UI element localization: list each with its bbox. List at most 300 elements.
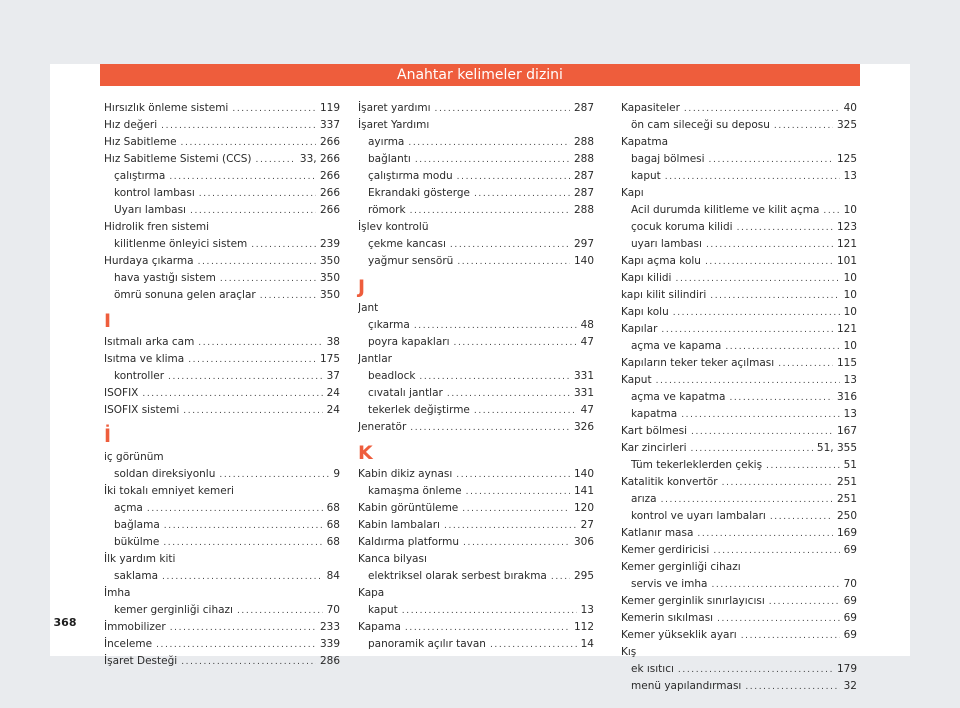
index-entry (621, 270, 857, 287)
index-subentry (621, 168, 857, 185)
entry-label: açma (114, 502, 143, 514)
entry-page-number: 121 (836, 323, 857, 335)
entry-page-number: 288 (573, 153, 594, 165)
entry-page-number: 24 (326, 404, 340, 416)
index-entry (621, 304, 857, 321)
entry-label: Kapa (358, 587, 385, 599)
entry-label: İşlev kontrolü (358, 221, 429, 233)
index-subentry (104, 534, 340, 551)
entry-label: İşaret Yardımı (358, 119, 430, 131)
entry-page-number: 325 (836, 119, 857, 131)
dot-leader (711, 577, 839, 593)
entry-label: İnceleme (104, 638, 153, 650)
dot-leader (823, 203, 839, 219)
entry-label: Kapatma (621, 136, 669, 148)
entry-page-number: 141 (573, 485, 594, 497)
index-entry (621, 644, 857, 661)
entry-page-number: 167 (836, 425, 857, 437)
entry-page-number: 101 (836, 255, 857, 267)
entry-page-number: 120 (573, 502, 594, 514)
index-entry (104, 483, 340, 500)
entry-page-number: 286 (319, 655, 340, 667)
entry-page-number: 175 (319, 353, 340, 365)
entry-label: Kapı kolu (621, 306, 669, 318)
index-subentry (104, 500, 340, 517)
index-subentry (358, 168, 594, 185)
entry-label: Kapasiteler (621, 102, 680, 114)
entry-label: Kaldırma platformu (358, 536, 460, 548)
dot-leader (181, 135, 316, 151)
entry-label: panoramik açılır tavan (368, 638, 486, 650)
index-entry (104, 134, 340, 151)
entry-label: Katlanır masa (621, 527, 694, 539)
entry-label: hava yastığı sistem (114, 272, 216, 284)
index-entry (358, 419, 594, 436)
entry-page-number: 69 (843, 612, 857, 624)
section-letter: J (358, 276, 366, 298)
entry-label: İşaret Desteği (104, 655, 178, 667)
dot-leader (466, 484, 570, 500)
index-entry (358, 219, 594, 236)
page-number: 368 (53, 616, 77, 629)
dot-leader (142, 386, 322, 402)
entry-page-number: 13 (843, 170, 857, 182)
entry-page-number: 250 (836, 510, 857, 522)
dot-leader (450, 237, 570, 253)
dot-leader (770, 509, 833, 525)
entry-page-number: 287 (573, 102, 594, 114)
entry-label: cıvatalı jantlar (368, 387, 443, 399)
index-entry (358, 585, 594, 602)
dot-leader (190, 203, 316, 219)
entry-label: iç görünüm (104, 451, 164, 463)
entry-page-number: 288 (573, 204, 594, 216)
index-subentry (621, 202, 857, 219)
entry-page-number: 288 (573, 136, 594, 148)
entry-page-number: 24 (326, 387, 340, 399)
index-subentry (358, 317, 594, 334)
index-subentry (104, 270, 340, 287)
entry-page-number: 10 (843, 272, 857, 284)
entry-page-number: 38 (326, 336, 340, 348)
entry-page-number: 9 (333, 468, 340, 480)
index-entry (358, 551, 594, 568)
dot-leader (705, 254, 833, 270)
entry-page-number: 47 (580, 336, 594, 348)
entry-label: kapatma (631, 408, 678, 420)
entry-label: kaput (631, 170, 661, 182)
dot-leader (410, 420, 570, 436)
index-subentry (358, 402, 594, 419)
entry-label: Kapı (621, 187, 644, 199)
index-subentry (358, 602, 594, 619)
entry-label: Hurdaya çıkarma (104, 255, 194, 267)
index-entry (104, 219, 340, 236)
dot-leader (678, 662, 833, 678)
entry-page-number: 350 (319, 255, 340, 267)
dot-leader (722, 475, 833, 491)
entry-page-number: 112 (573, 621, 594, 633)
entry-label: ISOFIX sistemi (104, 404, 180, 416)
entry-page-number: 33, 266 (299, 153, 340, 165)
index-entry (358, 517, 594, 534)
dot-leader (414, 318, 577, 334)
index-title-bar (100, 64, 860, 86)
index-subentry (358, 202, 594, 219)
dot-leader (717, 611, 840, 627)
dot-leader (156, 637, 316, 653)
entry-page-number: 266 (319, 136, 340, 148)
index-entry (358, 500, 594, 517)
entry-label: Uyarı lambası (114, 204, 186, 216)
entry-page-number: 306 (573, 536, 594, 548)
entry-label: yağmur sensörü (368, 255, 454, 267)
entry-page-number: 69 (843, 595, 857, 607)
dot-leader (697, 526, 833, 542)
index-subentry (104, 568, 340, 585)
entry-page-number: 316 (836, 391, 857, 403)
index-subentry (358, 134, 594, 151)
entry-label: menü yapılandırması (631, 680, 742, 692)
dot-leader (673, 305, 840, 321)
entry-page-number: 68 (326, 502, 340, 514)
entry-page-number: 32 (843, 680, 857, 692)
entry-label: Kabin dikiz aynası (358, 468, 453, 480)
dot-leader (232, 101, 316, 117)
entry-page-number: 13 (580, 604, 594, 616)
entry-page-number: 125 (836, 153, 857, 165)
entry-label: kamaşma önleme (368, 485, 462, 497)
entry-page-number: 326 (573, 421, 594, 433)
entry-label: saklama (114, 570, 158, 582)
index-entry (621, 287, 857, 304)
dot-leader (147, 501, 323, 517)
index-subentry (104, 202, 340, 219)
entry-label: beadlock (368, 370, 416, 382)
index-entry (104, 351, 340, 368)
dot-leader (188, 352, 316, 368)
dot-leader (474, 403, 577, 419)
entry-page-number: 251 (836, 476, 857, 488)
entry-page-number: 266 (319, 204, 340, 216)
entry-label: kapı kilit silindiri (621, 289, 707, 301)
dot-leader (675, 271, 839, 287)
index-subentry (104, 236, 340, 253)
entry-label: Kemer gerginliği cihazı (621, 561, 741, 573)
entry-label: Kar zincirleri (621, 442, 687, 454)
dot-leader (774, 118, 833, 134)
index-subentry (621, 576, 857, 593)
entry-page-number: 13 (843, 374, 857, 386)
entry-label: Kemer yükseklik ayarı (621, 629, 737, 641)
entry-page-number: 287 (573, 187, 594, 199)
index-entry (104, 636, 340, 653)
entry-page-number: 140 (573, 468, 594, 480)
entry-label: Kemerin sıkılması (621, 612, 714, 624)
entry-label: İşaret yardımı (358, 102, 431, 114)
index-entry (104, 619, 340, 636)
index-entry (104, 402, 340, 419)
entry-label: Hız Sabitleme (104, 136, 177, 148)
index-entry (621, 559, 857, 576)
dot-leader (260, 288, 316, 304)
entry-page-number: 10 (843, 306, 857, 318)
dot-leader (661, 322, 833, 338)
entry-label: ISOFIX (104, 387, 139, 399)
dot-leader (661, 492, 833, 508)
entry-label: bağlantı (368, 153, 411, 165)
entry-label: Kapı kilidi (621, 272, 672, 284)
index-entry (358, 534, 594, 551)
dot-leader (220, 271, 316, 287)
index-subentry (358, 185, 594, 202)
index-subentry (621, 389, 857, 406)
entry-page-number: 287 (573, 170, 594, 182)
index-entry (621, 474, 857, 491)
index-subentry (621, 491, 857, 508)
entry-page-number: 233 (319, 621, 340, 633)
index-entry (358, 466, 594, 483)
dot-leader (462, 501, 570, 517)
entry-label: ek ısıtıcı (631, 663, 674, 675)
entry-page-number: 70 (326, 604, 340, 616)
entry-label: İki tokalı emniyet kemeri (104, 485, 234, 497)
dot-leader (408, 135, 570, 151)
dot-leader (706, 237, 833, 253)
entry-page-number: 69 (843, 544, 857, 556)
entry-page-number: 266 (319, 187, 340, 199)
dot-leader (402, 603, 577, 619)
dot-leader (745, 679, 839, 695)
dot-leader (737, 220, 833, 236)
index-subentry (358, 236, 594, 253)
section-letter: I (104, 310, 112, 332)
entry-page-number: 350 (319, 272, 340, 284)
dot-leader (251, 237, 316, 253)
dot-leader (183, 403, 322, 419)
index-entry (621, 440, 857, 457)
dot-leader (410, 203, 570, 219)
dot-leader (551, 569, 570, 585)
entry-label: Kapılar (621, 323, 658, 335)
index-entry (621, 627, 857, 644)
index-entry (621, 525, 857, 542)
entry-label: Tüm tekerleklerden çekiş (631, 459, 763, 471)
index-subentry (104, 466, 340, 483)
entry-label: kontrol ve uyarı lambaları (631, 510, 766, 522)
index-entry (358, 619, 594, 636)
index-subentry (358, 151, 594, 168)
index-entry (621, 372, 857, 389)
index-subentry (621, 219, 857, 236)
dot-leader (168, 369, 323, 385)
dot-leader (741, 628, 840, 644)
entry-label: servis ve imha (631, 578, 708, 590)
dot-leader (405, 620, 570, 636)
index-entry (104, 334, 340, 351)
dot-leader (163, 535, 322, 551)
entry-label: Kaput (621, 374, 652, 386)
dot-leader (444, 518, 577, 534)
entry-page-number: 27 (580, 519, 594, 531)
entry-page-number: 140 (573, 255, 594, 267)
entry-page-number: 84 (326, 570, 340, 582)
entry-label: Isıtma ve klima (104, 353, 185, 365)
dot-leader (199, 186, 316, 202)
entry-page-number: 69 (843, 629, 857, 641)
dot-leader (198, 254, 316, 270)
dot-leader (419, 369, 570, 385)
entry-label: tekerlek değiştirme (368, 404, 470, 416)
entry-label: İmmobilizer (104, 621, 166, 633)
index-entry (621, 355, 857, 372)
entry-page-number: 339 (319, 638, 340, 650)
entry-page-number: 37 (326, 370, 340, 382)
entry-page-number: 10 (843, 340, 857, 352)
entry-label: çıkarma (368, 319, 410, 331)
entry-label: Kemer gerdiricisi (621, 544, 710, 556)
entry-page-number: 179 (836, 663, 857, 675)
entry-page-number: 295 (573, 570, 594, 582)
entry-label: İmha (104, 587, 131, 599)
dot-leader (162, 569, 323, 585)
dot-leader (474, 186, 570, 202)
entry-page-number: 331 (573, 370, 594, 382)
dot-leader (725, 339, 839, 355)
index-entry (621, 610, 857, 627)
entry-page-number: 48 (580, 319, 594, 331)
entry-label: ayırma (368, 136, 405, 148)
entry-label: Kart bölmesi (621, 425, 687, 437)
dot-leader (170, 620, 316, 636)
dot-leader (769, 594, 840, 610)
entry-label: Jant (358, 302, 379, 314)
index-entry (104, 585, 340, 602)
index-entry (358, 351, 594, 368)
entry-label: Kapama (358, 621, 401, 633)
dot-leader (415, 152, 570, 168)
index-entry (621, 423, 857, 440)
dot-leader (169, 169, 316, 185)
entry-page-number: 68 (326, 536, 340, 548)
dot-leader (435, 101, 570, 117)
entry-label: arıza (631, 493, 657, 505)
index-subentry (104, 368, 340, 385)
index-subentry (104, 185, 340, 202)
entry-label: Acil durumda kilitleme ve kilit açma (631, 204, 820, 216)
index-entry (104, 100, 340, 117)
entry-label: soldan direksiyonlu (114, 468, 216, 480)
entry-page-number: 169 (836, 527, 857, 539)
dot-leader (684, 101, 840, 117)
entry-label: kontroller (114, 370, 165, 382)
index-entry (621, 593, 857, 610)
index-entry (358, 300, 594, 317)
index-subentry (104, 602, 340, 619)
entry-page-number: 70 (843, 578, 857, 590)
entry-label: Jeneratör (358, 421, 407, 433)
entry-label: uyarı lambası (631, 238, 702, 250)
dot-leader (778, 356, 833, 372)
entry-label: Isıtmalı arka cam (104, 336, 195, 348)
index-entry (621, 253, 857, 270)
index-subentry (621, 338, 857, 355)
entry-label: çalıştırma (114, 170, 166, 182)
entry-label: Kış (621, 646, 637, 658)
dot-leader (447, 386, 570, 402)
entry-label: Ekrandaki gösterge (368, 187, 470, 199)
entry-label: elektriksel olarak serbest bırakma (368, 570, 547, 582)
section-letter: K (358, 442, 373, 464)
entry-page-number: 123 (836, 221, 857, 233)
entry-label: Kanca bilyası (358, 553, 427, 565)
index-subentry (358, 636, 594, 653)
dot-leader (665, 169, 840, 185)
index-entry (621, 134, 857, 151)
dot-leader (490, 637, 577, 653)
index-entry (104, 253, 340, 270)
entry-label: poyra kapakları (368, 336, 450, 348)
entry-page-number: 10 (843, 204, 857, 216)
entry-label: Jantlar (358, 353, 392, 365)
entry-label: ömrü sonuna gelen araçlar (114, 289, 256, 301)
dot-leader (681, 407, 839, 423)
entry-label: İlk yardım kiti (104, 553, 176, 565)
entry-label: kaput (368, 604, 398, 616)
index-entry (104, 449, 340, 466)
entry-label: açma ve kapatma (631, 391, 726, 403)
index-entry (104, 151, 340, 168)
entry-page-number: 337 (319, 119, 340, 131)
entry-label: çalıştırma modu (368, 170, 453, 182)
entry-page-number: 13 (843, 408, 857, 420)
entry-page-number: 68 (326, 519, 340, 531)
index-entry (621, 542, 857, 559)
index-subentry (358, 568, 594, 585)
entry-label: bükülme (114, 536, 160, 548)
index-subentry (621, 117, 857, 134)
index-subentry (358, 253, 594, 270)
entry-label: kemer gerginliği cihazı (114, 604, 233, 616)
dot-leader (709, 152, 833, 168)
index-subentry (621, 151, 857, 168)
index-entry (104, 653, 340, 670)
entry-page-number: 14 (580, 638, 594, 650)
entry-page-number: 297 (573, 238, 594, 250)
entry-page-number: 239 (319, 238, 340, 250)
index-column-2 (358, 100, 594, 653)
entry-label: Kapıların teker teker açılması (621, 357, 775, 369)
dot-leader (710, 288, 839, 304)
index-entry (621, 185, 857, 202)
entry-page-number: 331 (573, 387, 594, 399)
index-subentry (621, 457, 857, 474)
entry-label: Hırsızlık önleme sistemi (104, 102, 229, 114)
dot-leader (181, 654, 316, 670)
entry-label: Hız Sabitleme Sistemi (CCS) (104, 153, 252, 165)
dot-leader (457, 254, 570, 270)
dot-leader (237, 603, 323, 619)
index-entry (358, 117, 594, 134)
dot-leader (161, 118, 316, 134)
entry-label: bagaj bölmesi (631, 153, 705, 165)
index-subentry (104, 287, 340, 304)
entry-page-number: 115 (836, 357, 857, 369)
index-column-3 (621, 100, 857, 695)
section-letter: İ (104, 425, 112, 447)
dot-leader (656, 373, 840, 389)
dot-leader (198, 335, 322, 351)
